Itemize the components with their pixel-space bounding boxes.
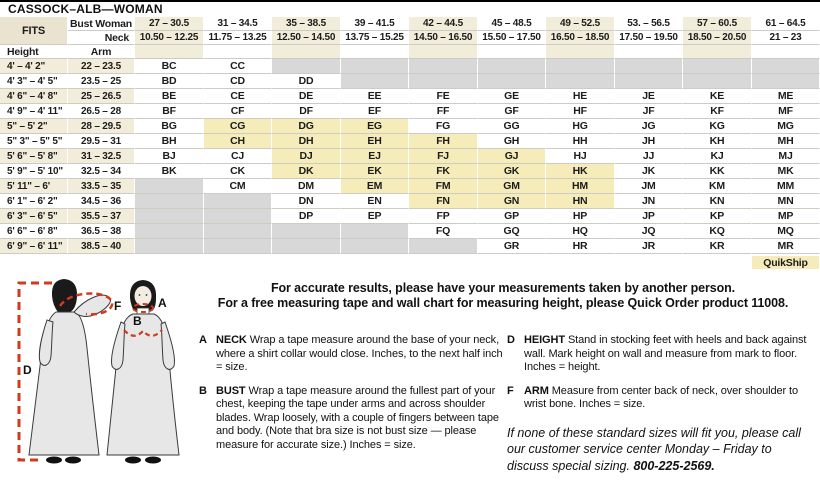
height-cell: 6' 9" – 6' 11"	[0, 239, 68, 254]
neck-range-cell: 10.50 – 12.25	[135, 31, 204, 45]
neck-range-cell: 17.50 – 19.50	[615, 31, 683, 45]
size-code-cell: HG	[546, 119, 615, 134]
legend-letter-b: B	[199, 384, 207, 397]
legend-column-left	[199, 334, 503, 462]
height-cell: 5" 3" – 5" 5"	[0, 134, 68, 149]
arm-cell: 34.5 – 36	[68, 194, 135, 209]
legend-letter-a: A	[199, 334, 207, 346]
size-code-cell: EH	[341, 134, 409, 149]
table-row	[0, 74, 820, 89]
size-code-cell: MP	[752, 209, 820, 224]
size-code-cell: GK	[478, 164, 546, 179]
size-code-cell	[683, 74, 752, 89]
size-code-cell: MH	[752, 134, 820, 149]
size-code-cell: DH	[272, 134, 341, 149]
size-code-cell: BC	[135, 59, 204, 74]
height-cell: 6' 6" – 6' 8"	[0, 224, 68, 239]
size-code-cell: JE	[615, 89, 683, 104]
size-code-cell: DN	[272, 194, 341, 209]
legend-text-arm: ARM Measure from center back of neck, over shoulder to wrist bone. Inches = size.	[524, 384, 799, 410]
size-code-cell: DK	[272, 164, 341, 179]
height-cell: 4' 3" – 4' 5"	[0, 74, 68, 89]
spacer-cell	[409, 45, 478, 59]
size-code-cell: GJ	[478, 149, 546, 164]
size-code-cell	[272, 239, 341, 254]
size-code-cell: BE	[135, 89, 204, 104]
size-code-cell: BG	[135, 119, 204, 134]
neck-range-cell: 14.50 – 16.50	[409, 31, 478, 45]
size-code-cell	[135, 209, 204, 224]
arm-cell: 28 – 29.5	[68, 119, 135, 134]
spacer-cell	[341, 45, 409, 59]
arm-col-header: Arm	[68, 45, 135, 59]
bust-range-cell: 45 – 48.5	[478, 17, 546, 31]
legend-item-neck	[199, 334, 503, 375]
size-code-cell: HR	[546, 239, 615, 254]
size-code-cell: FJ	[409, 149, 478, 164]
size-code-cell: JK	[615, 164, 683, 179]
size-code-cell: KR	[683, 239, 752, 254]
size-code-cell: CM	[204, 179, 272, 194]
neck-row-label: Neck	[68, 31, 135, 45]
size-code-cell: GR	[478, 239, 546, 254]
size-code-cell: BD	[135, 74, 204, 89]
size-code-cell: HP	[546, 209, 615, 224]
legend-letter-d: D	[507, 334, 515, 346]
size-code-cell: KF	[683, 104, 752, 119]
size-code-cell: CG	[204, 119, 272, 134]
spacer-cell	[478, 45, 546, 59]
bust-row-label: Bust Woman	[68, 17, 135, 31]
size-code-cell: JP	[615, 209, 683, 224]
height-col-header: Height	[0, 45, 68, 59]
height-cell: 4' – 4' 2"	[0, 59, 68, 74]
size-code-cell: CD	[204, 74, 272, 89]
spacer-cell	[752, 45, 820, 59]
arm-cell: 26.5 – 28	[68, 104, 135, 119]
height-cell: 4' 6" – 4' 8"	[0, 89, 68, 104]
table-row	[0, 149, 820, 164]
arm-cell: 25 – 26.5	[68, 89, 135, 104]
size-code-cell: MG	[752, 119, 820, 134]
spacer-cell	[272, 45, 341, 59]
spacer-cell	[204, 45, 272, 59]
legend-text-bust: BUST Wrap a tape measure around the fullest part of your chest, keeping the tape under arms and across shoulder blades. Wrap loosely, with a couple of fingers between tape and body. (Note that bra size is not bust size — please measure for accurate size.) Inches = size.	[216, 384, 499, 451]
special-sizing-note: If none of these standard sizes will fit you, please call our customer service center Monday – Friday to discuss special sizing. 800-225-2569.	[507, 425, 801, 473]
intro-line-1: For accurate results, please have your measurements taken by another person.	[270, 281, 736, 295]
figure-label-b: B	[133, 314, 142, 328]
fits-label: FITS	[0, 17, 68, 45]
size-code-cell: DJ	[272, 149, 341, 164]
arm-cell: 32.5 – 34	[68, 164, 135, 179]
size-code-cell	[341, 224, 409, 239]
height-cell: 6' 1" – 6' 2"	[0, 194, 68, 209]
size-code-cell: JM	[615, 179, 683, 194]
measuring-intro-text	[192, 281, 814, 311]
size-code-cell	[615, 74, 683, 89]
size-code-cell	[135, 179, 204, 194]
legend-column-right	[507, 334, 815, 474]
spacer-cell	[615, 45, 683, 59]
size-code-cell: JH	[615, 134, 683, 149]
height-cell: 5' 9" – 5' 10"	[0, 164, 68, 179]
size-code-cell	[135, 224, 204, 239]
bust-range-cell: 53. – 56.5	[615, 17, 683, 31]
size-code-cell: DF	[272, 104, 341, 119]
size-code-cell: FM	[409, 179, 478, 194]
size-code-cell: EM	[341, 179, 409, 194]
quikship-spacer	[0, 254, 752, 269]
back-view-figure	[29, 279, 111, 464]
size-code-cell: KE	[683, 89, 752, 104]
size-code-cell: EJ	[341, 149, 409, 164]
table-row	[0, 179, 820, 194]
bust-range-cell: 61 – 64.5	[752, 17, 820, 31]
table-row	[0, 89, 820, 104]
arm-cell: 31 – 32.5	[68, 149, 135, 164]
bust-range-cell: 31 – 34.5	[204, 17, 272, 31]
size-code-cell: HN	[546, 194, 615, 209]
size-code-cell: MM	[752, 179, 820, 194]
size-code-cell: KG	[683, 119, 752, 134]
size-code-cell: MR	[752, 239, 820, 254]
size-code-cell: DP	[272, 209, 341, 224]
bust-range-cell: 57 – 60.5	[683, 17, 752, 31]
size-code-cell	[752, 74, 820, 89]
spacer-cell	[683, 45, 752, 59]
size-code-cell: DM	[272, 179, 341, 194]
size-code-cell: GE	[478, 89, 546, 104]
size-code-cell: GF	[478, 104, 546, 119]
bust-range-cell: 35 – 38.5	[272, 17, 341, 31]
size-code-cell	[409, 74, 478, 89]
size-code-cell: HE	[546, 89, 615, 104]
size-code-cell	[204, 224, 272, 239]
size-code-cell: CC	[204, 59, 272, 74]
legend-letter-f: F	[507, 384, 514, 397]
neck-range-cell: 11.75 – 13.25	[204, 31, 272, 45]
legend-item-arm	[507, 385, 815, 412]
size-chart-table	[0, 17, 820, 269]
phone-number: 800-225-2569.	[633, 458, 715, 473]
size-code-cell: GM	[478, 179, 546, 194]
neck-range-cell: 12.50 – 14.50	[272, 31, 341, 45]
size-code-cell: DG	[272, 119, 341, 134]
size-code-cell: KK	[683, 164, 752, 179]
size-code-cell: HJ	[546, 149, 615, 164]
size-code-cell: FQ	[409, 224, 478, 239]
size-code-cell: CE	[204, 89, 272, 104]
size-code-cell	[204, 239, 272, 254]
table-row	[0, 134, 820, 149]
arm-cell: 23.5 – 25	[68, 74, 135, 89]
size-code-cell	[478, 59, 546, 74]
arm-cell: 33.5 – 35	[68, 179, 135, 194]
size-code-cell: CK	[204, 164, 272, 179]
size-code-cell: MF	[752, 104, 820, 119]
size-code-cell: MN	[752, 194, 820, 209]
size-code-cell: HH	[546, 134, 615, 149]
height-cell: 4' 9" – 4' 11"	[0, 104, 68, 119]
size-code-cell: HQ	[546, 224, 615, 239]
size-code-cell: KP	[683, 209, 752, 224]
legend-item-height	[507, 334, 815, 375]
size-code-cell: FH	[409, 134, 478, 149]
size-code-cell: GP	[478, 209, 546, 224]
size-code-cell: FK	[409, 164, 478, 179]
size-code-cell: ME	[752, 89, 820, 104]
size-code-cell: JQ	[615, 224, 683, 239]
neck-range-cell: 15.50 – 17.50	[478, 31, 546, 45]
height-cell: 6' 3" – 6' 5"	[0, 209, 68, 224]
table-row	[0, 224, 820, 239]
table-row	[0, 119, 820, 134]
size-code-cell: BJ	[135, 149, 204, 164]
size-code-cell: FG	[409, 119, 478, 134]
spacer-cell	[135, 45, 204, 59]
sizing-diagram	[0, 278, 200, 482]
spacer-cell	[546, 45, 615, 59]
size-code-cell: GQ	[478, 224, 546, 239]
table-row	[0, 194, 820, 209]
table-row	[0, 239, 820, 254]
size-code-cell	[341, 74, 409, 89]
size-code-cell	[615, 59, 683, 74]
figure-label-f: F	[114, 299, 122, 313]
legend-text-height: HEIGHT Stand in stocking feet with heels and back against wall. Mark height on wall and measure from mark to floor. Inches = height.	[524, 334, 807, 373]
size-code-cell: GG	[478, 119, 546, 134]
size-code-cell	[272, 59, 341, 74]
quikship-cell: QuikShip	[752, 254, 820, 269]
size-code-cell: KM	[683, 179, 752, 194]
size-code-cell: HK	[546, 164, 615, 179]
arm-cell: 22 – 23.5	[68, 59, 135, 74]
page-title: CASSOCK–ALB—WOMAN	[0, 0, 820, 17]
bust-range-cell: 42 – 44.5	[409, 17, 478, 31]
size-code-cell: JG	[615, 119, 683, 134]
size-code-cell	[546, 74, 615, 89]
size-code-cell: KN	[683, 194, 752, 209]
intro-line-2: For a free measuring tape and wall chart for measuring height, please Quick Order product 11008.	[217, 296, 789, 310]
size-code-cell: GH	[478, 134, 546, 149]
size-code-cell	[341, 239, 409, 254]
size-code-cell	[683, 59, 752, 74]
size-code-cell	[546, 59, 615, 74]
size-code-cell: JJ	[615, 149, 683, 164]
size-code-cell: BH	[135, 134, 204, 149]
size-code-cell: GN	[478, 194, 546, 209]
arm-cell: 35.5 – 37	[68, 209, 135, 224]
size-code-cell: KH	[683, 134, 752, 149]
table-row	[0, 104, 820, 119]
size-code-cell: CF	[204, 104, 272, 119]
size-code-cell	[204, 209, 272, 224]
size-code-cell: JN	[615, 194, 683, 209]
size-code-cell	[341, 59, 409, 74]
size-code-cell: FE	[409, 89, 478, 104]
size-code-cell	[409, 239, 478, 254]
neck-range-cell: 18.50 – 20.50	[683, 31, 752, 45]
size-code-cell: EN	[341, 194, 409, 209]
size-code-cell	[204, 194, 272, 209]
size-code-cell: DE	[272, 89, 341, 104]
bust-range-cell: 27 – 30.5	[135, 17, 204, 31]
bust-range-cell: 39 – 41.5	[341, 17, 409, 31]
size-code-cell: EE	[341, 89, 409, 104]
neck-range-cell: 13.75 – 15.25	[341, 31, 409, 45]
legend-item-bust	[199, 385, 503, 453]
measurement-figures-illustration	[0, 278, 200, 482]
table-row	[0, 209, 820, 224]
figure-label-d: D	[23, 363, 32, 377]
size-code-cell	[135, 239, 204, 254]
size-code-cell: DD	[272, 74, 341, 89]
size-code-cell	[135, 194, 204, 209]
size-code-cell: EP	[341, 209, 409, 224]
size-code-cell: MK	[752, 164, 820, 179]
size-code-cell	[752, 59, 820, 74]
neck-range-cell: 21 – 23	[752, 31, 820, 45]
size-code-cell: BF	[135, 104, 204, 119]
size-code-cell: EF	[341, 104, 409, 119]
size-code-cell	[409, 59, 478, 74]
size-code-cell: MQ	[752, 224, 820, 239]
legend-text-neck: NECK Wrap a tape measure around the base of your neck, where a shirt collar would close. Inches, to the next half inch = size.	[216, 334, 503, 373]
size-code-cell: MJ	[752, 149, 820, 164]
size-code-cell: FP	[409, 209, 478, 224]
size-code-cell: KJ	[683, 149, 752, 164]
figure-label-a: A	[158, 296, 167, 310]
neck-range-cell: 16.50 – 18.50	[546, 31, 615, 45]
height-cell: 5" – 5' 2"	[0, 119, 68, 134]
table-row	[0, 59, 820, 74]
arm-cell: 36.5 – 38	[68, 224, 135, 239]
size-code-cell: FF	[409, 104, 478, 119]
size-code-cell: EG	[341, 119, 409, 134]
size-code-cell: HM	[546, 179, 615, 194]
size-code-cell: KQ	[683, 224, 752, 239]
size-code-cell	[272, 224, 341, 239]
size-code-cell: EK	[341, 164, 409, 179]
table-row	[0, 164, 820, 179]
size-code-cell: FN	[409, 194, 478, 209]
size-code-cell: HF	[546, 104, 615, 119]
size-code-cell	[478, 74, 546, 89]
arm-cell: 29.5 – 31	[68, 134, 135, 149]
size-code-cell: BK	[135, 164, 204, 179]
bust-range-cell: 49 – 52.5	[546, 17, 615, 31]
size-code-cell: CJ	[204, 149, 272, 164]
size-code-cell: JR	[615, 239, 683, 254]
height-cell: 5' 6" – 5' 8"	[0, 149, 68, 164]
height-cell: 5' 11" – 6'	[0, 179, 68, 194]
size-code-cell: JF	[615, 104, 683, 119]
size-code-cell: CH	[204, 134, 272, 149]
arm-cell: 38.5 – 40	[68, 239, 135, 254]
